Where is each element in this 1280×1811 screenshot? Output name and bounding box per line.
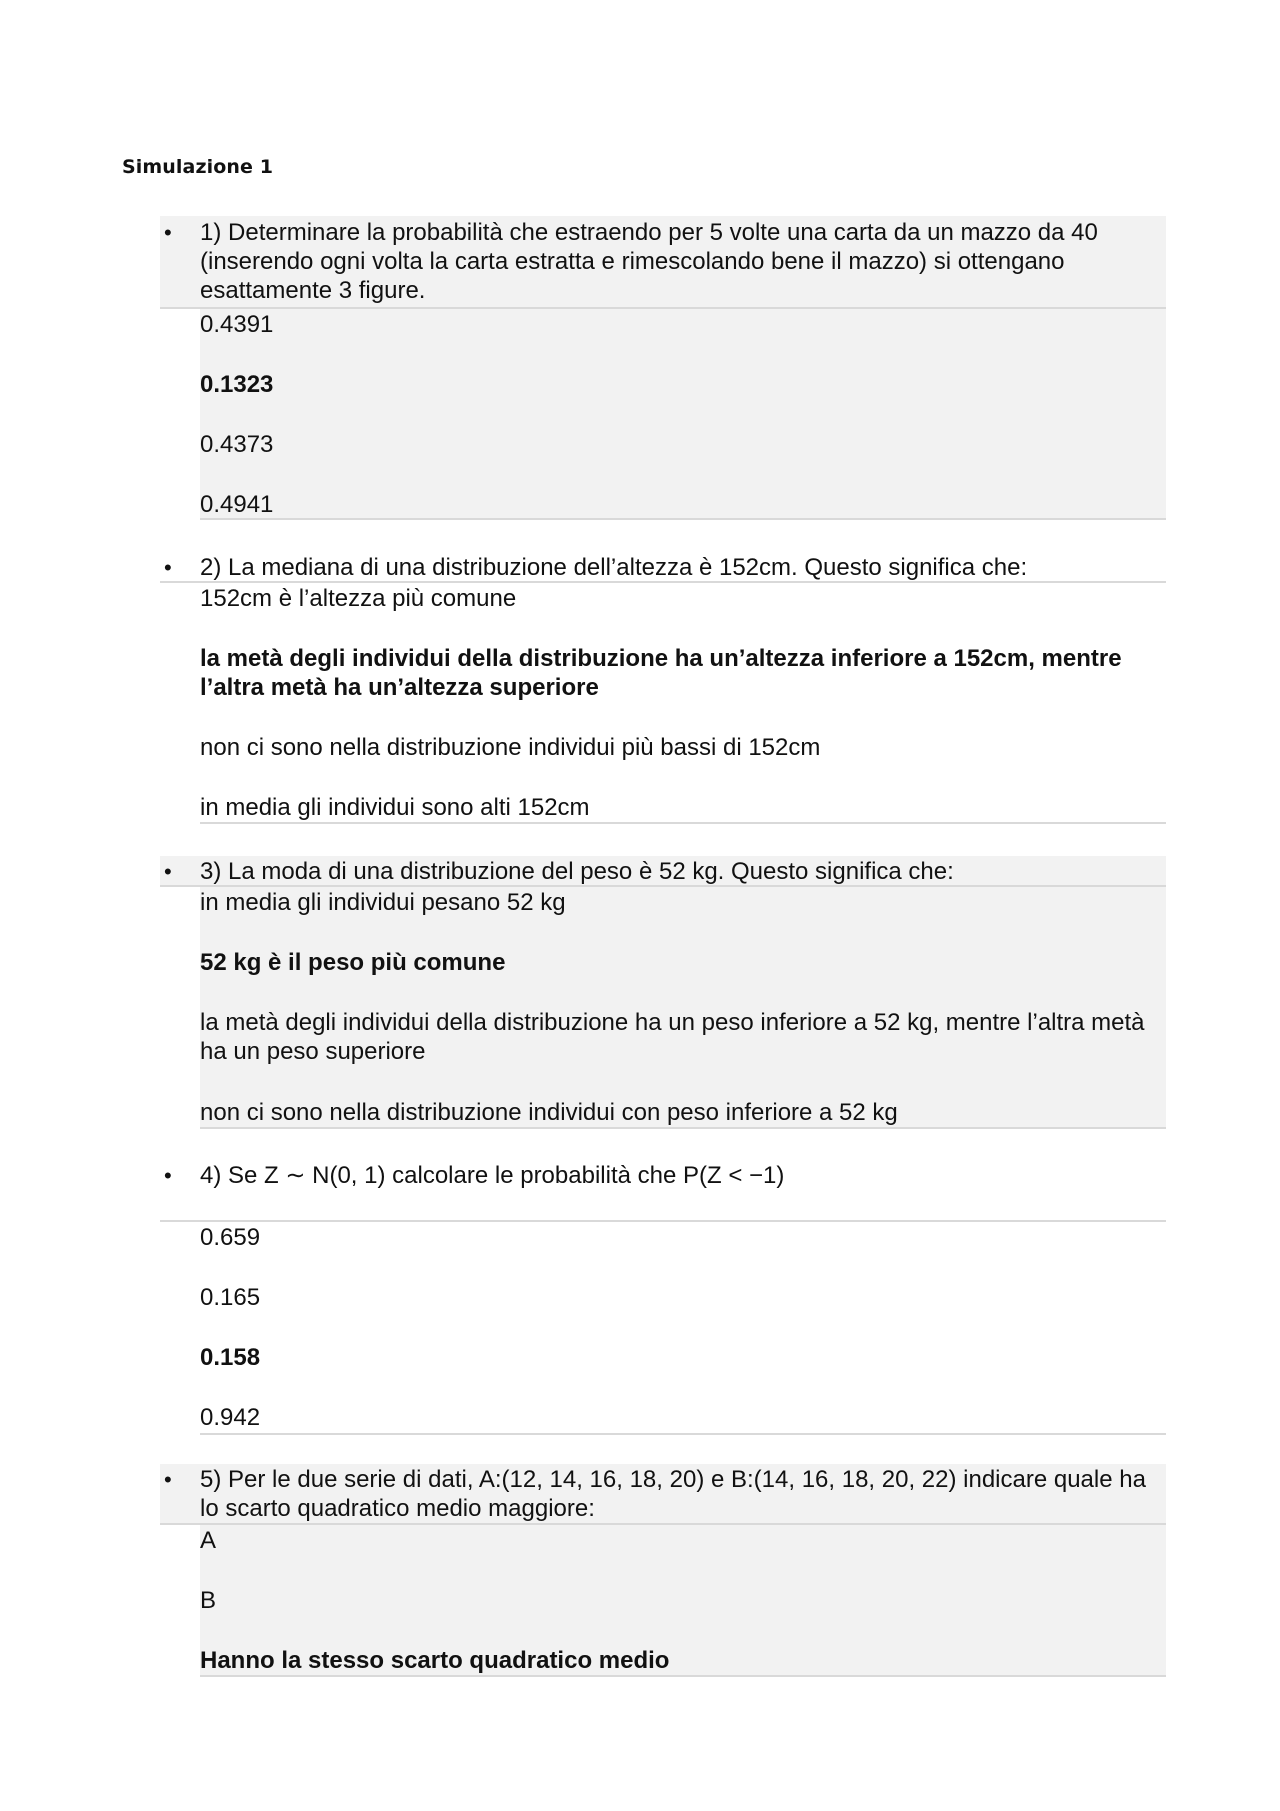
option-a[interactable]: in media gli individui pesano 52 kg	[200, 889, 566, 916]
options-list	[200, 1525, 1166, 1677]
bullet-icon: •	[164, 220, 172, 245]
bullet-icon: •	[164, 1163, 172, 1188]
option-c[interactable]: 0.4373	[200, 431, 274, 458]
question-text: 4) Se Z ∼ N(0, 1) calcolare le probabilità che P(Z < −1)	[200, 1162, 785, 1189]
bullet-icon: •	[164, 555, 172, 580]
option-d[interactable]: 0.942	[200, 1404, 261, 1431]
bullet-icon: •	[164, 859, 172, 884]
question-text: 1) Determinare la probabilità che estraendo per 5 volte una carta da un mazzo da 40 (inserendo ogni volta la carta estratta e rimescolando bene il mazzo) si ottengano esattamente 3 figure.	[200, 219, 1098, 304]
option-d[interactable]: non ci sono nella distribuzione individui con peso inferiore a 52 kg	[200, 1099, 898, 1126]
options-list	[200, 583, 1166, 824]
option-b[interactable]: B	[200, 1587, 217, 1614]
option-b[interactable]: 0.165	[200, 1284, 261, 1311]
question-header	[160, 856, 1166, 887]
option-c-correct[interactable]: Hanno la stesso scarto quadratico medio	[200, 1647, 670, 1674]
options-list	[200, 1222, 1166, 1435]
option-c-correct[interactable]: 0.158	[200, 1344, 261, 1371]
option-a[interactable]: 0.659	[200, 1224, 261, 1251]
options-list	[200, 887, 1166, 1129]
bullet-icon: •	[164, 1467, 172, 1492]
option-d[interactable]: 0.4941	[200, 491, 274, 518]
question-text: 2) La mediana di una distribuzione dell’altezza è 152cm. Questo significa che:	[200, 554, 1028, 581]
option-c[interactable]: la metà degli individui della distribuzione ha un peso inferiore a 52 kg, mentre l’altra metà ha un peso superiore	[200, 1009, 1145, 1065]
option-b-correct[interactable]: 0.1323	[200, 371, 274, 398]
question-header	[160, 1160, 1166, 1222]
option-b-correct[interactable]: 52 kg è il peso più comune	[200, 949, 506, 976]
document-title: Simulazione 1	[122, 156, 274, 178]
option-d[interactable]: in media gli individui sono alti 152cm	[200, 794, 590, 821]
question-header	[160, 216, 1166, 309]
options-list	[200, 309, 1166, 520]
question-text: 5) Per le due serie di dati, A:(12, 14, 16, 18, 20) e B:(14, 16, 18, 20, 22) indicare quale ha lo scarto quadratico medio maggiore:	[200, 1466, 1146, 1522]
option-c[interactable]: non ci sono nella distribuzione individui più bassi di 152cm	[200, 734, 821, 761]
question-header	[160, 552, 1166, 583]
option-b-correct[interactable]: la metà degli individui della distribuzione ha un’altezza inferiore a 152cm, mentre l’altra metà ha un’altezza superiore	[200, 645, 1122, 701]
question-header	[160, 1464, 1166, 1525]
option-a[interactable]: 0.4391	[200, 311, 274, 338]
option-a[interactable]: A	[200, 1527, 217, 1554]
option-a[interactable]: 152cm è l’altezza più comune	[200, 585, 517, 612]
question-text: 3) La moda di una distribuzione del peso è 52 kg. Questo significa che:	[200, 858, 954, 885]
